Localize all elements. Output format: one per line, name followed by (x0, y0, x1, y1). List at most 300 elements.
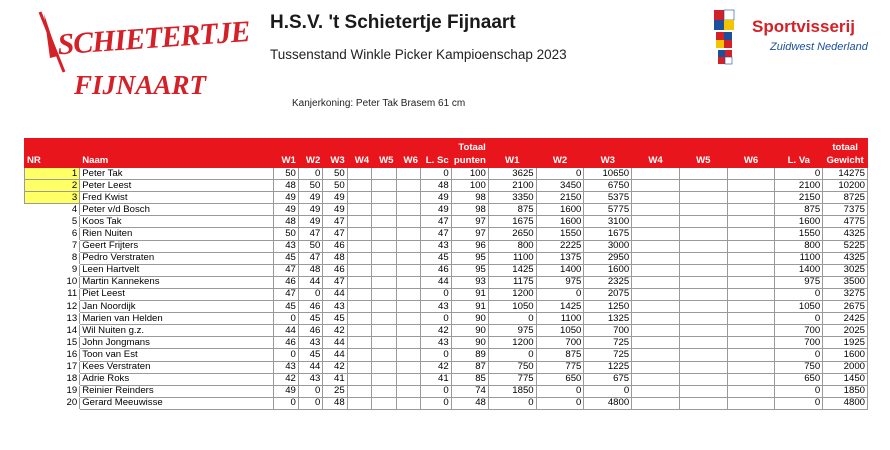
cell-nr: 8 (25, 252, 80, 264)
cell-p1: 49 (274, 385, 298, 397)
cell-p1: 47 (274, 264, 298, 276)
cell-p3: 43 (323, 301, 347, 313)
col-totaal-punten-top: Totaal (451, 139, 488, 155)
cell-p3: 49 (323, 204, 347, 216)
cell-g6 (727, 192, 775, 204)
table-header-row-top (25, 139, 868, 155)
cell-nr: 7 (25, 240, 80, 252)
col-punten-w6: W6 (396, 155, 420, 168)
cell-p2: 50 (298, 180, 322, 192)
cell-lva: 1400 (775, 264, 823, 276)
cell-p4 (347, 288, 371, 300)
col-gewicht-w5: W5 (679, 155, 727, 168)
cell-g6 (727, 313, 775, 325)
partner-logo-subtitle: Zuidwest Nederland (770, 41, 868, 53)
cell-g1: 1425 (488, 264, 536, 276)
cell-lsc: 41 (420, 373, 451, 385)
cell-nr: 12 (25, 301, 80, 313)
cell-g3: 1325 (584, 313, 632, 325)
cell-p2: 0 (298, 385, 322, 397)
cell-p5 (372, 180, 396, 192)
cell-p6 (396, 397, 420, 409)
table-row (25, 385, 868, 397)
table-row (25, 240, 868, 252)
cell-lva: 975 (775, 276, 823, 288)
cell-g6 (727, 349, 775, 361)
cell-gewicht: 3500 (823, 276, 868, 288)
cell-p3: 44 (323, 288, 347, 300)
cell-g4 (632, 301, 680, 313)
cell-p4 (347, 228, 371, 240)
cell-naam: Pedro Verstraten (80, 252, 274, 264)
cell-g4 (632, 349, 680, 361)
col-punten-w2: W2 (298, 155, 322, 168)
club-logo-text-bottom: FIJNAART (74, 70, 207, 100)
cell-g5 (679, 301, 727, 313)
cell-nr: 3 (25, 192, 80, 204)
cell-nr: 16 (25, 349, 80, 361)
cell-naam: Reinier Reinders (80, 385, 274, 397)
col-punten-w1: W1 (274, 155, 298, 168)
cell-p2: 47 (298, 228, 322, 240)
cell-lva: 2100 (775, 180, 823, 192)
cell-p1: 46 (274, 337, 298, 349)
cell-p1: 48 (274, 180, 298, 192)
col-nr: NR (25, 155, 80, 168)
cell-g1: 1200 (488, 288, 536, 300)
cell-punten: 95 (451, 252, 488, 264)
cell-g4 (632, 397, 680, 409)
cell-gewicht: 2675 (823, 301, 868, 313)
cell-g1: 800 (488, 240, 536, 252)
cell-p3: 49 (323, 192, 347, 204)
cell-g6 (727, 264, 775, 276)
cell-punten: 48 (451, 397, 488, 409)
cell-g5 (679, 240, 727, 252)
cell-naam: Piet Leest (80, 288, 274, 300)
cell-p3: 42 (323, 325, 347, 337)
cell-lsc: 0 (420, 349, 451, 361)
cell-p4 (347, 373, 371, 385)
cell-g4 (632, 337, 680, 349)
cell-p1: 43 (274, 240, 298, 252)
cell-g3: 3100 (584, 216, 632, 228)
cell-nr: 13 (25, 313, 80, 325)
cell-g3: 725 (584, 349, 632, 361)
cell-gewicht: 10200 (823, 180, 868, 192)
cell-g1: 775 (488, 373, 536, 385)
cell-g2: 1100 (536, 313, 584, 325)
cell-punten: 97 (451, 216, 488, 228)
cell-g3: 6750 (584, 180, 632, 192)
cell-p4 (347, 337, 371, 349)
cell-p1: 0 (274, 313, 298, 325)
cell-g3: 0 (584, 385, 632, 397)
table-row (25, 373, 868, 385)
cell-gewicht: 1450 (823, 373, 868, 385)
cell-p1: 50 (274, 168, 298, 180)
cell-punten: 90 (451, 313, 488, 325)
cell-p4 (347, 180, 371, 192)
table-row (25, 397, 868, 409)
cell-p6 (396, 337, 420, 349)
cell-p3: 48 (323, 397, 347, 409)
cell-g2: 1600 (536, 204, 584, 216)
table-row (25, 180, 868, 192)
cell-g3: 1225 (584, 361, 632, 373)
cell-p2: 45 (298, 313, 322, 325)
cell-g1: 0 (488, 397, 536, 409)
cell-g5 (679, 313, 727, 325)
cell-p1: 49 (274, 192, 298, 204)
cell-gewicht: 1925 (823, 337, 868, 349)
cell-nr: 4 (25, 204, 80, 216)
cell-g6 (727, 301, 775, 313)
cell-lsc: 0 (420, 288, 451, 300)
cell-lva: 800 (775, 240, 823, 252)
cell-p2: 0 (298, 288, 322, 300)
cell-nr: 18 (25, 373, 80, 385)
cell-gewicht: 4325 (823, 228, 868, 240)
table-row (25, 313, 868, 325)
cell-g3: 1675 (584, 228, 632, 240)
cell-lsc: 0 (420, 385, 451, 397)
table-row (25, 216, 868, 228)
col-laatste-score: L. Sc (420, 155, 451, 168)
cell-nr: 11 (25, 288, 80, 300)
cell-punten: 90 (451, 325, 488, 337)
cell-g2: 2225 (536, 240, 584, 252)
cell-p2: 0 (298, 397, 322, 409)
cell-g2: 700 (536, 337, 584, 349)
cell-g1: 1100 (488, 252, 536, 264)
cell-p1: 44 (274, 325, 298, 337)
cell-gewicht: 3025 (823, 264, 868, 276)
cell-punten: 100 (451, 168, 488, 180)
table-row (25, 361, 868, 373)
cell-g5 (679, 349, 727, 361)
table-row (25, 204, 868, 216)
table-row (25, 252, 868, 264)
table-row (25, 288, 868, 300)
cell-p1: 49 (274, 204, 298, 216)
table-row (25, 337, 868, 349)
cell-g1: 1675 (488, 216, 536, 228)
cell-p4 (347, 361, 371, 373)
cell-g4 (632, 240, 680, 252)
cell-nr: 1 (25, 168, 80, 180)
cell-p5 (372, 313, 396, 325)
cell-naam: Rien Nuiten (80, 228, 274, 240)
cell-p3: 48 (323, 252, 347, 264)
cell-g1: 750 (488, 361, 536, 373)
cell-g5 (679, 192, 727, 204)
col-gewicht-w6: W6 (727, 155, 775, 168)
table-row (25, 192, 868, 204)
cell-g6 (727, 337, 775, 349)
cell-p6 (396, 276, 420, 288)
cell-g4 (632, 252, 680, 264)
cell-gewicht: 8725 (823, 192, 868, 204)
kanjerkoning-note: Kanjerkoning: Peter Tak Brasem 61 cm (292, 98, 466, 109)
cell-punten: 98 (451, 204, 488, 216)
cell-punten: 95 (451, 264, 488, 276)
cell-lva: 1550 (775, 228, 823, 240)
col-punten-w5: W5 (372, 155, 396, 168)
cell-naam: Marien van Helden (80, 313, 274, 325)
cell-p2: 43 (298, 373, 322, 385)
cell-p4 (347, 252, 371, 264)
cell-g4 (632, 361, 680, 373)
cell-g5 (679, 276, 727, 288)
cell-punten: 93 (451, 276, 488, 288)
cell-p5 (372, 264, 396, 276)
cell-p5 (372, 204, 396, 216)
cell-p4 (347, 192, 371, 204)
cell-naam: Peter Leest (80, 180, 274, 192)
cell-g1: 1050 (488, 301, 536, 313)
table-row (25, 349, 868, 361)
partner-logo (712, 4, 872, 74)
cell-g2: 0 (536, 168, 584, 180)
cell-g6 (727, 385, 775, 397)
cell-gewicht: 1600 (823, 349, 868, 361)
cell-g6 (727, 373, 775, 385)
cell-g2: 875 (536, 349, 584, 361)
cell-g3: 2325 (584, 276, 632, 288)
cell-g2: 650 (536, 373, 584, 385)
cell-naam: Adrie Roks (80, 373, 274, 385)
cell-gewicht: 7375 (823, 204, 868, 216)
cell-g2: 2150 (536, 192, 584, 204)
cell-p5 (372, 397, 396, 409)
cell-g4 (632, 325, 680, 337)
cell-p6 (396, 385, 420, 397)
cell-p1: 0 (274, 349, 298, 361)
cell-p5 (372, 325, 396, 337)
cell-naam: Wil Nuiten g.z. (80, 325, 274, 337)
cell-p6 (396, 288, 420, 300)
cell-p3: 47 (323, 216, 347, 228)
page-subtitle: Tussenstand Winkle Picker Kampioenschap 2023 (270, 47, 567, 62)
table-row (25, 325, 868, 337)
cell-p3: 25 (323, 385, 347, 397)
cell-g6 (727, 276, 775, 288)
cell-p4 (347, 325, 371, 337)
cell-p4 (347, 276, 371, 288)
cell-lsc: 45 (420, 252, 451, 264)
cell-p5 (372, 240, 396, 252)
cell-lsc: 43 (420, 301, 451, 313)
cell-g5 (679, 385, 727, 397)
cell-g3: 700 (584, 325, 632, 337)
cell-g3: 725 (584, 337, 632, 349)
cell-lsc: 0 (420, 397, 451, 409)
cell-p4 (347, 397, 371, 409)
cell-p1: 0 (274, 397, 298, 409)
cell-g1: 2650 (488, 228, 536, 240)
cell-punten: 89 (451, 349, 488, 361)
cell-g3: 10650 (584, 168, 632, 180)
table-row (25, 168, 868, 180)
cell-naam: Peter v/d Bosch (80, 204, 274, 216)
cell-lsc: 42 (420, 325, 451, 337)
cell-g5 (679, 361, 727, 373)
cell-g1: 2100 (488, 180, 536, 192)
col-punten-w4: W4 (347, 155, 371, 168)
cell-p5 (372, 373, 396, 385)
cell-g6 (727, 216, 775, 228)
cell-p6 (396, 313, 420, 325)
cell-p3: 42 (323, 361, 347, 373)
cell-g6 (727, 168, 775, 180)
cell-nr: 17 (25, 361, 80, 373)
cell-lva: 1600 (775, 216, 823, 228)
cell-g6 (727, 228, 775, 240)
cell-naam: Gerard Meeuwisse (80, 397, 274, 409)
cell-p6 (396, 325, 420, 337)
cell-g4 (632, 204, 680, 216)
cell-g5 (679, 252, 727, 264)
cell-punten: 90 (451, 337, 488, 349)
cell-p6 (396, 301, 420, 313)
cell-g1: 0 (488, 349, 536, 361)
cell-nr: 2 (25, 180, 80, 192)
cell-g6 (727, 397, 775, 409)
cell-p6 (396, 180, 420, 192)
cell-p3: 46 (323, 264, 347, 276)
cell-lsc: 43 (420, 240, 451, 252)
cell-g2: 1550 (536, 228, 584, 240)
cell-g4 (632, 216, 680, 228)
cell-g3: 2075 (584, 288, 632, 300)
cell-nr: 14 (25, 325, 80, 337)
cell-g2: 775 (536, 361, 584, 373)
cell-g1: 0 (488, 313, 536, 325)
col-punten-w3: W3 (323, 155, 347, 168)
cell-g5 (679, 228, 727, 240)
cell-p2: 44 (298, 276, 322, 288)
cell-p3: 47 (323, 276, 347, 288)
cell-g6 (727, 180, 775, 192)
table-row (25, 301, 868, 313)
cell-p3: 50 (323, 180, 347, 192)
cell-p5 (372, 385, 396, 397)
cell-p1: 46 (274, 276, 298, 288)
cell-g2: 0 (536, 397, 584, 409)
cell-lsc: 47 (420, 228, 451, 240)
cell-punten: 97 (451, 228, 488, 240)
cell-lva: 0 (775, 168, 823, 180)
cell-gewicht: 3275 (823, 288, 868, 300)
cell-g6 (727, 240, 775, 252)
cell-g6 (727, 204, 775, 216)
cell-punten: 87 (451, 361, 488, 373)
cell-naam: Toon van Est (80, 349, 274, 361)
cell-g5 (679, 373, 727, 385)
cell-p4 (347, 240, 371, 252)
cell-naam: Fred Kwist (80, 192, 274, 204)
cell-p5 (372, 349, 396, 361)
cell-g2: 1375 (536, 252, 584, 264)
cell-g2: 1050 (536, 325, 584, 337)
cell-p2: 43 (298, 337, 322, 349)
cell-g2: 3450 (536, 180, 584, 192)
cell-g3: 3000 (584, 240, 632, 252)
cell-g3: 4800 (584, 397, 632, 409)
cell-lsc: 46 (420, 264, 451, 276)
cell-g2: 1425 (536, 301, 584, 313)
cell-p4 (347, 313, 371, 325)
cell-g4 (632, 264, 680, 276)
cell-p5 (372, 337, 396, 349)
cell-gewicht: 4800 (823, 397, 868, 409)
cell-p5 (372, 216, 396, 228)
table-row (25, 276, 868, 288)
cell-g1: 3350 (488, 192, 536, 204)
club-logo (30, 8, 251, 104)
cell-p3: 50 (323, 168, 347, 180)
cell-p6 (396, 204, 420, 216)
cell-g4 (632, 192, 680, 204)
flag-icon (714, 10, 734, 64)
cell-punten: 91 (451, 301, 488, 313)
cell-g1: 3625 (488, 168, 536, 180)
cell-p3: 46 (323, 240, 347, 252)
cell-p4 (347, 168, 371, 180)
cell-p6 (396, 264, 420, 276)
cell-g3: 675 (584, 373, 632, 385)
cell-lsc: 42 (420, 361, 451, 373)
cell-g3: 5375 (584, 192, 632, 204)
cell-nr: 19 (25, 385, 80, 397)
col-naam: Naam (80, 155, 274, 168)
cell-naam: John Jongmans (80, 337, 274, 349)
cell-lsc: 43 (420, 337, 451, 349)
cell-p1: 50 (274, 228, 298, 240)
col-totaal-gewicht-top: totaal (823, 139, 868, 155)
cell-nr: 5 (25, 216, 80, 228)
col-gewicht-w3: W3 (584, 155, 632, 168)
cell-gewicht: 4775 (823, 216, 868, 228)
cell-lsc: 0 (420, 168, 451, 180)
cell-lva: 700 (775, 325, 823, 337)
col-laatste-vangst: L. Va (775, 155, 823, 168)
cell-g4 (632, 168, 680, 180)
cell-g3: 1600 (584, 264, 632, 276)
cell-g4 (632, 373, 680, 385)
cell-p2: 46 (298, 301, 322, 313)
cell-g2: 1600 (536, 216, 584, 228)
cell-punten: 96 (451, 240, 488, 252)
partner-logo-title: Sportvisserij (752, 17, 855, 36)
cell-lva: 0 (775, 397, 823, 409)
cell-lsc: 44 (420, 276, 451, 288)
table-row (25, 228, 868, 240)
cell-lsc: 49 (420, 192, 451, 204)
cell-p2: 46 (298, 325, 322, 337)
page-title: H.S.V. 't Schietertje Fijnaart (270, 12, 516, 33)
cell-p5 (372, 276, 396, 288)
cell-p1: 48 (274, 216, 298, 228)
cell-lva: 875 (775, 204, 823, 216)
cell-g4 (632, 313, 680, 325)
cell-g5 (679, 325, 727, 337)
cell-p2: 49 (298, 192, 322, 204)
cell-g1: 1200 (488, 337, 536, 349)
standings-table (24, 138, 868, 410)
cell-g5 (679, 288, 727, 300)
